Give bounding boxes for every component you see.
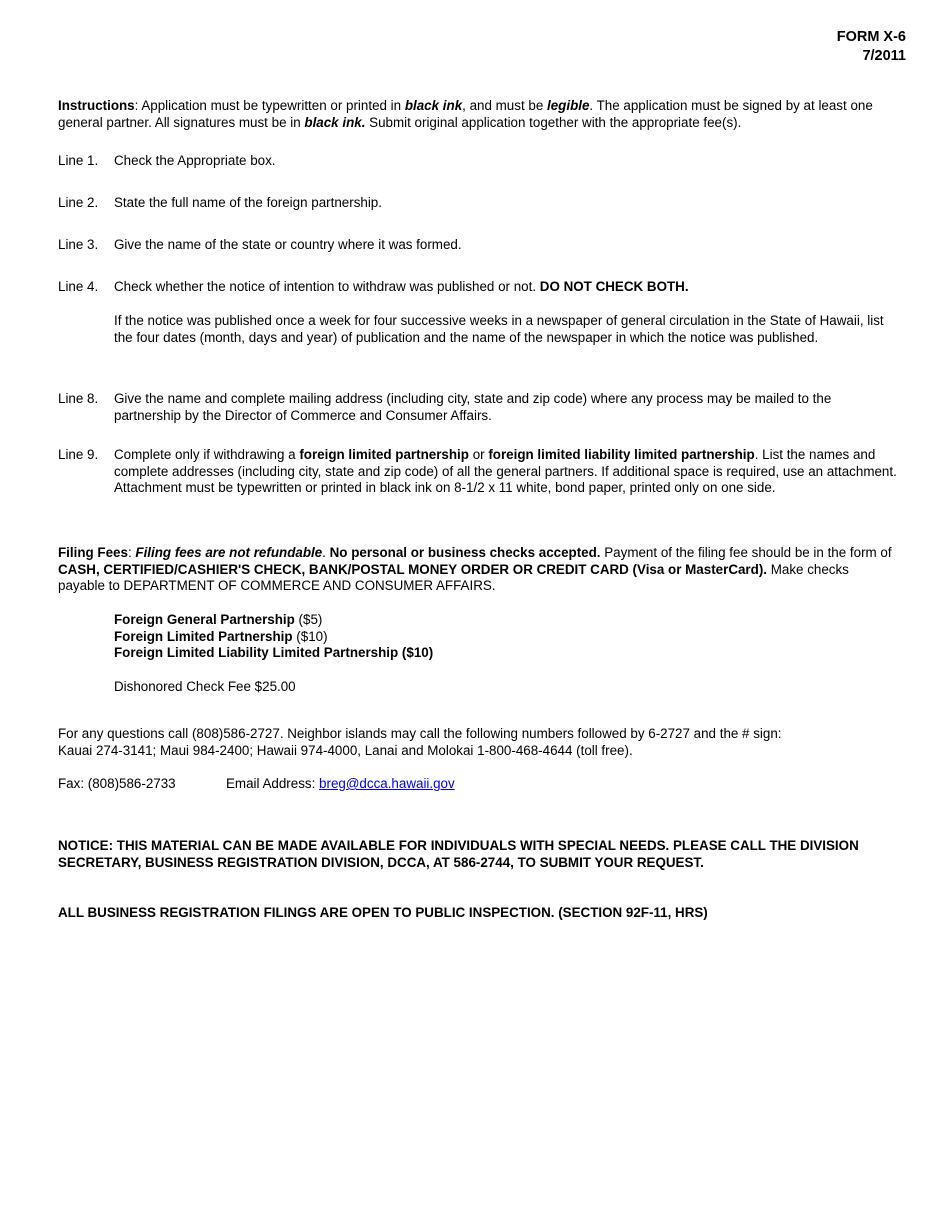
fee-item [114, 629, 898, 646]
line-9-instruction: . List the names and complete addresses (including city, state and zip code) of all the general partners. If additional space is required, use an attachment. Attachment must be typewritten or printed in black ink on 8-1/2 x 11 white, bond paper, printed only on one side. [114, 447, 897, 495]
line-9-bold-term: foreign limited partnership [299, 447, 469, 462]
line-4-warning: DO NOT CHECK BOTH. [539, 279, 689, 294]
form-number: FORM X-6 [836, 29, 906, 45]
line-4-label: Line 4. [58, 279, 99, 294]
filing-fees-paragraph [58, 545, 898, 595]
form-identifier [837, 28, 906, 66]
fee-item-name: Foreign Limited Partnership [114, 628, 293, 644]
instructions-text: Submit original application together with the appropriate fee(s). [365, 114, 742, 130]
filing-fees-bold: CASH, CERTIFIED/CASHIER'S CHECK, BANK/POSTAL MONEY ORDER OR CREDIT CARD (Visa or MasterCard). [58, 561, 768, 577]
fee-list [114, 612, 898, 662]
instructions-text: , and must be [462, 98, 547, 113]
filing-fees-emphasis: Filing fees are not refundable [135, 545, 323, 560]
line-4-detail: If the notice was published once a week for four successive weeks in a newspaper of general circulation in the State of Hawaii, list the four dates (month, days and year) of publication and the name of the newspaper in which the notice was published. [114, 313, 884, 345]
phone-line: Kauai 274-3141; Maui 984-2400; Hawaii 974-4000, Lanai and Molokai 1-800-468-4644 (toll free). [58, 742, 633, 758]
line-9-instruction: Complete only if withdrawing a [114, 447, 300, 462]
line-9-text [114, 447, 898, 497]
instructions-emphasis: black ink. [304, 114, 366, 130]
line-9-instruction: or [468, 447, 489, 462]
filing-fees-text: Make checks payable to DEPARTMENT OF COMMERCE AND CONSUMER AFFAIRS. [58, 561, 849, 593]
phone-line: For any questions call (808)586-2727. Neighbor islands may call the following numbers followed by 6-2727 and the # sign: [58, 726, 782, 741]
fax-number: Fax: (808)586-2733 [58, 776, 176, 791]
line-4-instruction: Check whether the notice of intention to withdraw was published or not. [114, 279, 540, 294]
dishonored-check-fee: Dishonored Check Fee $25.00 [114, 679, 296, 694]
fee-item-amount: ($5) [294, 612, 323, 627]
filing-fees-label: Filing Fees [58, 545, 128, 560]
line-1-label: Line 1. [58, 153, 99, 168]
fee-item [114, 645, 898, 662]
filing-fees-bold: No personal or business checks accepted. [329, 545, 601, 560]
line-2-label: Line 2. [58, 195, 99, 210]
filing-fees-text: . [322, 545, 330, 560]
line-9-label: Line 9. [58, 447, 99, 462]
instructions-emphasis: legible [547, 98, 590, 113]
fee-item-name: Foreign Limited Liability Limited Partnership ($10) [114, 645, 434, 660]
line-8-label: Line 8. [58, 391, 99, 406]
line-2-text: State the full name of the foreign partnership. [114, 195, 382, 210]
line-4-text [114, 279, 898, 296]
line-3-text: Give the name of the state or country where it was formed. [114, 237, 462, 252]
filing-fees-text: Payment of the filing fee should be in the form of [600, 545, 892, 560]
email-info [226, 776, 455, 793]
instructions-label: Instructions [58, 98, 135, 113]
instructions-paragraph [58, 98, 898, 131]
line-8-text: Give the name and complete mailing address (including city, state and zip code) where any process may be mailed to the partnership by the Director of Commerce and Consumer Affairs. [114, 391, 832, 423]
special-needs-notice: NOTICE: THIS MATERIAL CAN BE MADE AVAILABLE FOR INDIVIDUALS WITH SPECIAL NEEDS. PLEASE CALL THE DIVISION SECRETARY, BUSINESS REGISTRATION DIVISION, DCCA, AT 586-2744, TO SUBMIT YOUR REQUEST. [58, 838, 859, 870]
fee-item [114, 612, 898, 629]
line-1-text: Check the Appropriate box. [114, 153, 276, 168]
form-date: 7/2011 [862, 48, 906, 64]
instructions-text: : Application must be typewritten or printed in [134, 98, 405, 113]
fee-item-amount: ($10) [292, 628, 328, 644]
instructions-text: . The application must be signed by at least one general partner. All signatures must be in [58, 98, 873, 130]
phone-info [58, 726, 898, 759]
public-inspection-notice: ALL BUSINESS REGISTRATION FILINGS ARE OPEN TO PUBLIC INSPECTION. (SECTION 92F-11, HRS) [58, 905, 708, 920]
instructions-emphasis: black ink [404, 98, 463, 113]
line-3-label: Line 3. [58, 237, 99, 252]
email-link[interactable]: breg@dcca.hawaii.gov [319, 776, 455, 791]
line-9-bold-term: foreign limited liability limited partnership [488, 447, 755, 462]
email-label: Email Address: [226, 776, 320, 791]
fee-item-name: Foreign General Partnership [114, 612, 295, 627]
filing-fees-text: : [127, 545, 136, 560]
